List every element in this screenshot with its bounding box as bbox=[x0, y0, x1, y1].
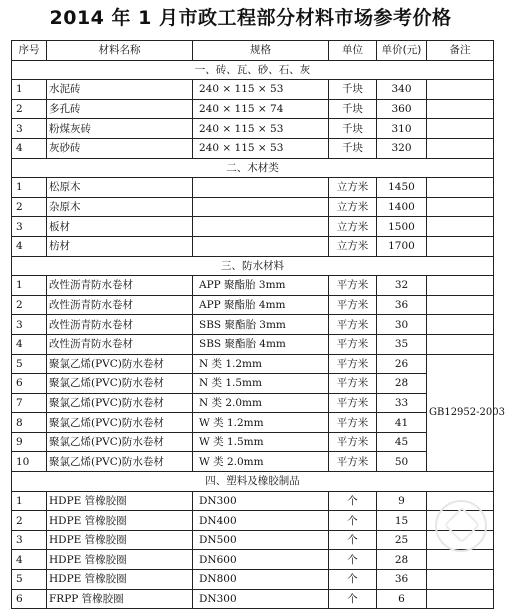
item-spec: SBS 聚酯胎 4mm bbox=[193, 334, 329, 354]
item-no: 5 bbox=[12, 570, 47, 590]
section-row bbox=[12, 158, 494, 178]
item-spec: W 类 1.2mm bbox=[193, 413, 329, 433]
item-no: 8 bbox=[12, 413, 47, 433]
item-price: 36 bbox=[377, 570, 427, 590]
item-name: 改性沥青防水卷材 bbox=[47, 276, 193, 296]
item-no: 2 bbox=[12, 511, 47, 531]
item-name: 灰砂砖 bbox=[47, 138, 193, 158]
item-unit: 千块 bbox=[329, 80, 377, 100]
table-row bbox=[12, 589, 494, 609]
item-spec bbox=[193, 236, 329, 256]
item-note bbox=[427, 589, 494, 609]
header-name: 材料名称 bbox=[47, 41, 193, 61]
item-no: 1 bbox=[12, 178, 47, 198]
item-unit: 个 bbox=[329, 491, 377, 511]
item-price: 35 bbox=[377, 334, 427, 354]
item-name: 板材 bbox=[47, 217, 193, 237]
section-row bbox=[12, 256, 494, 276]
item-no: 1 bbox=[12, 80, 47, 100]
item-name: HDPE 管橡胶圈 bbox=[47, 511, 193, 531]
item-unit: 平方米 bbox=[329, 413, 377, 433]
item-no: 3 bbox=[12, 119, 47, 139]
item-note: GB12952-2003 bbox=[427, 354, 494, 472]
item-note bbox=[427, 295, 494, 315]
header-unit: 单位 bbox=[329, 41, 377, 61]
item-price: 28 bbox=[377, 374, 427, 394]
item-no: 4 bbox=[12, 138, 47, 158]
item-unit: 个 bbox=[329, 589, 377, 609]
item-price: 15 bbox=[377, 511, 427, 531]
item-unit: 平方米 bbox=[329, 393, 377, 413]
item-spec: 240 × 115 × 74 bbox=[193, 99, 329, 119]
item-no: 6 bbox=[12, 589, 47, 609]
table-row bbox=[12, 138, 494, 158]
item-no: 4 bbox=[12, 236, 47, 256]
table-row bbox=[12, 217, 494, 237]
table-row bbox=[12, 315, 494, 335]
item-note bbox=[427, 119, 494, 139]
table-row bbox=[12, 550, 494, 570]
table-row bbox=[12, 178, 494, 198]
item-name: HDPE 管橡胶圈 bbox=[47, 491, 193, 511]
table-row bbox=[12, 236, 494, 256]
section-title: 一、砖、瓦、砂、石、灰 bbox=[12, 60, 494, 80]
table-row bbox=[12, 452, 494, 472]
item-unit: 千块 bbox=[329, 138, 377, 158]
item-price: 9 bbox=[377, 491, 427, 511]
item-note bbox=[427, 570, 494, 590]
item-no: 7 bbox=[12, 393, 47, 413]
table-row bbox=[12, 197, 494, 217]
price-table bbox=[11, 40, 505, 609]
item-name: 改性沥青防水卷材 bbox=[47, 334, 193, 354]
item-unit: 平方米 bbox=[329, 374, 377, 394]
item-no: 6 bbox=[12, 374, 47, 394]
item-spec: DN300 bbox=[193, 491, 329, 511]
item-name: 改性沥青防水卷材 bbox=[47, 295, 193, 315]
item-unit: 立方米 bbox=[329, 197, 377, 217]
item-note bbox=[427, 276, 494, 296]
item-price: 360 bbox=[377, 99, 427, 119]
item-spec: N 类 1.5mm bbox=[193, 374, 329, 394]
item-spec bbox=[193, 197, 329, 217]
item-name: HDPE 管橡胶圈 bbox=[47, 550, 193, 570]
item-note bbox=[427, 99, 494, 119]
item-note bbox=[427, 197, 494, 217]
item-name: 聚氯乙烯(PVC)防水卷材 bbox=[47, 393, 193, 413]
item-note bbox=[427, 334, 494, 354]
table-row bbox=[12, 354, 494, 374]
item-spec: N 类 1.2mm bbox=[193, 354, 329, 374]
item-price: 25 bbox=[377, 530, 427, 550]
item-note bbox=[427, 550, 494, 570]
item-no: 5 bbox=[12, 354, 47, 374]
item-price: 1700 bbox=[377, 236, 427, 256]
item-spec: DN300 bbox=[193, 589, 329, 609]
item-name: 聚氯乙烯(PVC)防水卷材 bbox=[47, 413, 193, 433]
item-note bbox=[427, 236, 494, 256]
item-name: HDPE 管橡胶圈 bbox=[47, 570, 193, 590]
item-price: 310 bbox=[377, 119, 427, 139]
table-row bbox=[12, 99, 494, 119]
item-note bbox=[427, 217, 494, 237]
item-no: 3 bbox=[12, 217, 47, 237]
item-no: 1 bbox=[12, 491, 47, 511]
item-price: 32 bbox=[377, 276, 427, 296]
item-unit: 平方米 bbox=[329, 276, 377, 296]
item-unit: 平方米 bbox=[329, 432, 377, 452]
item-unit: 千块 bbox=[329, 99, 377, 119]
item-unit: 个 bbox=[329, 570, 377, 590]
item-unit: 平方米 bbox=[329, 334, 377, 354]
item-price: 1400 bbox=[377, 197, 427, 217]
item-spec: 240 × 115 × 53 bbox=[193, 80, 329, 100]
item-name: 聚氯乙烯(PVC)防水卷材 bbox=[47, 354, 193, 374]
item-no: 4 bbox=[12, 334, 47, 354]
item-spec: W 类 2.0mm bbox=[193, 452, 329, 472]
item-no: 2 bbox=[12, 295, 47, 315]
table-row bbox=[12, 276, 494, 296]
item-unit: 个 bbox=[329, 550, 377, 570]
header-spec: 规格 bbox=[193, 41, 329, 61]
item-spec: APP 聚酯胎 3mm bbox=[193, 276, 329, 296]
header-row bbox=[12, 41, 494, 61]
item-spec: SBS 聚酯胎 3mm bbox=[193, 315, 329, 335]
table-row bbox=[12, 530, 494, 550]
table-row bbox=[12, 295, 494, 315]
item-price: 28 bbox=[377, 550, 427, 570]
header-no: 序号 bbox=[12, 41, 47, 61]
item-price: 1450 bbox=[377, 178, 427, 198]
item-note bbox=[427, 178, 494, 198]
item-no: 10 bbox=[12, 452, 47, 472]
item-unit: 立方米 bbox=[329, 236, 377, 256]
item-no: 3 bbox=[12, 315, 47, 335]
item-unit: 个 bbox=[329, 530, 377, 550]
item-unit: 个 bbox=[329, 511, 377, 531]
item-unit: 平方米 bbox=[329, 315, 377, 335]
item-spec: 240 × 115 × 53 bbox=[193, 119, 329, 139]
header-note: 备注 bbox=[427, 41, 494, 61]
item-unit: 千块 bbox=[329, 119, 377, 139]
item-name: 聚氯乙烯(PVC)防水卷材 bbox=[47, 452, 193, 472]
table-row bbox=[12, 413, 494, 433]
item-unit: 平方米 bbox=[329, 452, 377, 472]
item-price: 6 bbox=[377, 589, 427, 609]
item-name: 杂原木 bbox=[47, 197, 193, 217]
table-row bbox=[12, 80, 494, 100]
table-row bbox=[12, 334, 494, 354]
item-price: 50 bbox=[377, 452, 427, 472]
item-no: 2 bbox=[12, 197, 47, 217]
item-price: 26 bbox=[377, 354, 427, 374]
item-spec: DN400 bbox=[193, 511, 329, 531]
item-spec: N 类 2.0mm bbox=[193, 393, 329, 413]
table-row bbox=[12, 432, 494, 452]
item-note bbox=[427, 138, 494, 158]
item-price: 340 bbox=[377, 80, 427, 100]
item-name: HDPE 管橡胶圈 bbox=[47, 530, 193, 550]
table-row bbox=[12, 511, 494, 531]
item-spec: DN800 bbox=[193, 570, 329, 590]
item-note bbox=[427, 315, 494, 335]
item-name: 松原木 bbox=[47, 178, 193, 198]
page-title: 2014 年 1 月市政工程部分材料市场参考价格 bbox=[49, 7, 452, 29]
item-unit: 立方米 bbox=[329, 178, 377, 198]
item-price: 33 bbox=[377, 393, 427, 413]
section-title: 三、防水材料 bbox=[12, 256, 494, 276]
item-name: 聚氯乙烯(PVC)防水卷材 bbox=[47, 374, 193, 394]
item-note bbox=[427, 80, 494, 100]
section-row bbox=[12, 472, 494, 492]
item-name: 枋材 bbox=[47, 236, 193, 256]
item-name: 多孔砖 bbox=[47, 99, 193, 119]
item-price: 30 bbox=[377, 315, 427, 335]
item-price: 36 bbox=[377, 295, 427, 315]
item-no: 3 bbox=[12, 530, 47, 550]
table-row bbox=[12, 374, 494, 394]
item-price: 1500 bbox=[377, 217, 427, 237]
item-price: 41 bbox=[377, 413, 427, 433]
table-row bbox=[12, 393, 494, 413]
table-row bbox=[12, 491, 494, 511]
item-price: 45 bbox=[377, 432, 427, 452]
item-unit: 立方米 bbox=[329, 217, 377, 237]
item-spec: DN600 bbox=[193, 550, 329, 570]
item-spec: 240 × 115 × 53 bbox=[193, 138, 329, 158]
item-unit: 平方米 bbox=[329, 295, 377, 315]
item-no: 4 bbox=[12, 550, 47, 570]
table-row bbox=[12, 570, 494, 590]
header-price: 单价(元) bbox=[377, 41, 427, 61]
item-no: 2 bbox=[12, 99, 47, 119]
watermark-logo bbox=[435, 500, 487, 552]
item-spec: APP 聚酯胎 4mm bbox=[193, 295, 329, 315]
item-name: 粉煤灰砖 bbox=[47, 119, 193, 139]
item-name: 水泥砖 bbox=[47, 80, 193, 100]
item-price: 320 bbox=[377, 138, 427, 158]
item-spec bbox=[193, 217, 329, 237]
item-name: FRPP 管橡胶圈 bbox=[47, 589, 193, 609]
item-spec: W 类 1.5mm bbox=[193, 432, 329, 452]
section-title: 四、塑料及橡胶制品 bbox=[12, 472, 494, 492]
table-row bbox=[12, 119, 494, 139]
item-name: 改性沥青防水卷材 bbox=[47, 315, 193, 335]
item-spec bbox=[193, 178, 329, 198]
item-no: 9 bbox=[12, 432, 47, 452]
item-name: 聚氯乙烯(PVC)防水卷材 bbox=[47, 432, 193, 452]
item-no: 1 bbox=[12, 276, 47, 296]
section-title: 二、木材类 bbox=[12, 158, 494, 178]
section-row bbox=[12, 60, 494, 80]
item-unit: 平方米 bbox=[329, 354, 377, 374]
item-spec: DN500 bbox=[193, 530, 329, 550]
